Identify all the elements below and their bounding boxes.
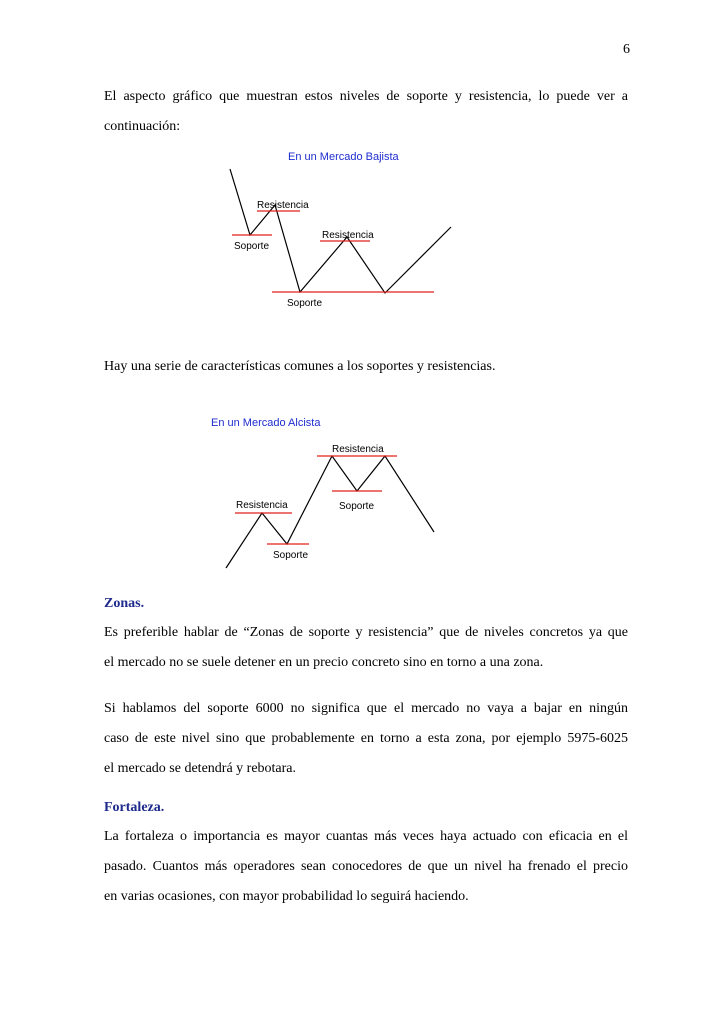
page-number: 6: [623, 42, 630, 57]
bullish-diagram-title: En un Mercado Alcista: [211, 417, 321, 429]
common-features-text: Hay una serie de características comunes a los soportes y resistencias.: [104, 359, 496, 374]
bullish-support-label-1: Soporte: [273, 550, 309, 561]
bullish-resistance-label-1: Resistencia: [236, 500, 288, 511]
bearish-diagram-title: En un Mercado Bajista: [288, 151, 399, 163]
bearish-market-diagram: [220, 145, 460, 315]
bearish-support-label-1: Soporte: [234, 241, 270, 252]
zonas-p2-line-3: el mercado se detendrá y rebotara.: [104, 761, 297, 776]
bearish-resistance-label-1: Resistencia: [257, 200, 309, 211]
bullish-resistance-label-2: Resistencia: [332, 444, 384, 455]
intro-line-1: El aspecto gráfico que muestran estos niveles de soporte y resistencia, lo puede ver a: [104, 89, 628, 104]
bearish-resistance-label-2: Resistencia: [322, 230, 374, 241]
bullish-price-path: [226, 456, 434, 568]
zonas-heading: Zonas.: [104, 596, 145, 611]
fortaleza-line-2: pasado. Cuantos más operadores sean conocedores de que un nivel ha frenado el precio: [104, 859, 628, 874]
fortaleza-line-3: en varias ocasiones, con mayor probabilidad lo seguirá haciendo.: [104, 889, 469, 904]
zonas-p1-line-2: el mercado no se suele detener en un precio concreto sino en torno a una zona.: [104, 655, 544, 670]
intro-line-2: continuación:: [104, 119, 181, 134]
zonas-p1-line-1: Es preferible hablar de “Zonas de soporte y resistencia” que de niveles concretos ya que: [104, 625, 628, 640]
bearish-support-label-2: Soporte: [287, 298, 323, 309]
fortaleza-line-1: La fortaleza o importancia es mayor cuantas más veces haya actuado con eficacia en el: [104, 829, 628, 844]
fortaleza-heading: Fortaleza.: [104, 800, 165, 815]
bullish-market-diagram: [205, 410, 450, 570]
zonas-p2-line-2: caso de este nivel sino que probablemente en torno a esta zona, por ejemplo 5975-6025: [104, 731, 628, 746]
zonas-p2-line-1: Si hablamos del soporte 6000 no significa que el mercado no vaya a bajar en ningún: [104, 701, 628, 716]
bullish-support-label-2: Soporte: [339, 501, 375, 512]
